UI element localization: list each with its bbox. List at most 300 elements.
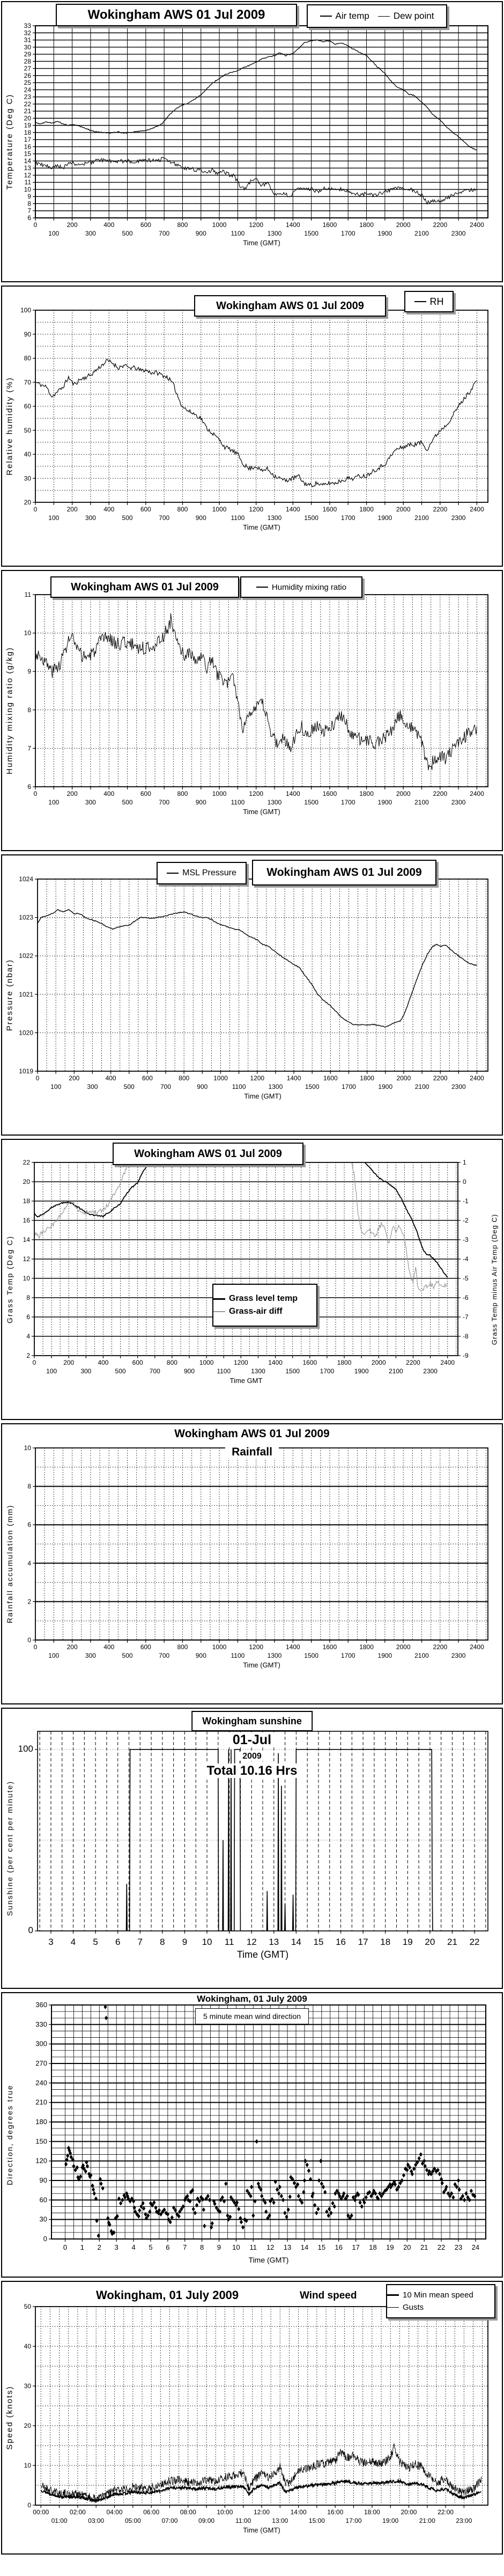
svg-text:1800: 1800 bbox=[359, 506, 374, 513]
chart-panel-relative-humidity bbox=[1, 286, 503, 567]
svg-text:1100: 1100 bbox=[231, 230, 245, 237]
svg-text:1022: 1022 bbox=[19, 952, 33, 960]
svg-text:1400: 1400 bbox=[285, 506, 300, 513]
svg-text:2400: 2400 bbox=[470, 790, 484, 797]
svg-text:2300: 2300 bbox=[451, 230, 466, 237]
chart-title: Wokingham sunshine bbox=[202, 1715, 302, 1726]
svg-text:2000: 2000 bbox=[396, 221, 411, 229]
msl-pressure-chart bbox=[2, 855, 502, 1135]
svg-text:7: 7 bbox=[183, 2243, 187, 2251]
chart-title: Wokingham AWS 01 Jul 2009 bbox=[2, 1428, 502, 1440]
svg-text:14: 14 bbox=[291, 1937, 301, 1947]
legend bbox=[404, 291, 454, 312]
y-axis-label: Humidity mixing ratio (g/kg) bbox=[5, 647, 14, 774]
chart-title: Wokingham AWS 01 Jul 2009 bbox=[134, 1147, 282, 1160]
svg-text:1: 1 bbox=[463, 1159, 466, 1166]
svg-text:3: 3 bbox=[48, 1937, 54, 1947]
svg-text:300: 300 bbox=[85, 230, 96, 237]
svg-text:800: 800 bbox=[179, 1074, 190, 1082]
svg-text:10: 10 bbox=[23, 1275, 30, 1282]
svg-text:150: 150 bbox=[35, 2137, 47, 2146]
svg-text:1200: 1200 bbox=[234, 1359, 248, 1366]
y-axis-label: Pressure (nbar) bbox=[5, 958, 14, 1031]
svg-text:240: 240 bbox=[35, 2079, 47, 2087]
svg-text:31: 31 bbox=[24, 36, 31, 44]
svg-text:100: 100 bbox=[48, 799, 60, 806]
chart-subtitle-box bbox=[195, 2008, 309, 2024]
y-axis-label: Sunshine (per cent per minute) bbox=[5, 1780, 14, 1916]
chart-title-box bbox=[252, 860, 436, 885]
svg-text:16: 16 bbox=[23, 1217, 30, 1224]
svg-text:22: 22 bbox=[437, 2243, 446, 2251]
svg-text:700: 700 bbox=[159, 514, 170, 522]
svg-text:19:00: 19:00 bbox=[382, 2517, 399, 2524]
svg-text:1700: 1700 bbox=[340, 514, 355, 522]
svg-text:210: 210 bbox=[35, 2098, 47, 2106]
chart-title: Wokingham AWS 01 Jul 2009 bbox=[87, 8, 265, 22]
svg-text:1200: 1200 bbox=[249, 221, 264, 229]
svg-text:1700: 1700 bbox=[340, 230, 355, 237]
svg-text:23: 23 bbox=[454, 2243, 463, 2251]
svg-text:17:00: 17:00 bbox=[345, 2517, 362, 2524]
svg-text:1400: 1400 bbox=[286, 1074, 301, 1082]
svg-text:600: 600 bbox=[140, 1643, 151, 1651]
chart-title: Wokingham AWS 01 Jul 2009 bbox=[266, 866, 422, 879]
svg-text:Time (GMT): Time (GMT) bbox=[236, 1949, 289, 1960]
svg-text:13: 13 bbox=[24, 164, 31, 172]
svg-text:20: 20 bbox=[425, 1937, 435, 1947]
svg-text:1900: 1900 bbox=[377, 799, 392, 806]
svg-text:21: 21 bbox=[24, 107, 31, 115]
svg-text:900: 900 bbox=[184, 1367, 195, 1375]
rh-line-icon bbox=[414, 301, 426, 302]
svg-text:2000: 2000 bbox=[396, 1643, 411, 1651]
svg-text:1400: 1400 bbox=[285, 790, 300, 797]
svg-text:0: 0 bbox=[28, 1925, 33, 1935]
svg-text:2300: 2300 bbox=[451, 799, 466, 806]
svg-text:6: 6 bbox=[27, 783, 31, 791]
svg-text:Time (GMT): Time (GMT) bbox=[243, 808, 280, 816]
svg-text:Time (GMT): Time (GMT) bbox=[243, 239, 280, 247]
svg-text:2000: 2000 bbox=[396, 1074, 411, 1082]
svg-text:11: 11 bbox=[24, 591, 31, 598]
svg-text:12: 12 bbox=[246, 1937, 257, 1947]
svg-text:7: 7 bbox=[27, 744, 31, 752]
chart-title-box bbox=[56, 4, 297, 26]
svg-text:1300: 1300 bbox=[267, 1652, 282, 1659]
svg-text:Time GMT: Time GMT bbox=[229, 1377, 263, 1385]
svg-text:1200: 1200 bbox=[249, 506, 264, 513]
svg-text:900: 900 bbox=[197, 1083, 208, 1091]
svg-text:33: 33 bbox=[24, 22, 31, 30]
svg-text:100: 100 bbox=[48, 230, 60, 237]
svg-text:1019: 1019 bbox=[19, 1067, 33, 1075]
svg-text:500: 500 bbox=[122, 1652, 133, 1659]
gusts-line-icon bbox=[387, 2307, 399, 2308]
svg-text:14: 14 bbox=[23, 1236, 30, 1243]
svg-text:100: 100 bbox=[50, 1083, 62, 1091]
y-axis-label: Relative humidity (%) bbox=[5, 377, 14, 475]
svg-text:Time (GMT): Time (GMT) bbox=[244, 1092, 281, 1100]
svg-text:400: 400 bbox=[98, 1359, 109, 1366]
svg-text:800: 800 bbox=[177, 790, 188, 797]
chart-subtitle: 5 minute mean wind direction bbox=[203, 2012, 301, 2021]
svg-text:8: 8 bbox=[200, 2243, 204, 2251]
svg-text:0: 0 bbox=[33, 506, 38, 513]
svg-text:Time (GMT): Time (GMT) bbox=[243, 1661, 280, 1669]
legend-item-dew-point: Dew point bbox=[378, 11, 434, 21]
svg-text:2: 2 bbox=[97, 2243, 101, 2251]
svg-text:9: 9 bbox=[217, 2243, 221, 2251]
mixing-ratio-line-icon bbox=[256, 587, 268, 588]
svg-text:900: 900 bbox=[195, 799, 206, 806]
svg-text:10: 10 bbox=[24, 629, 31, 637]
svg-text:10: 10 bbox=[24, 185, 31, 193]
svg-text:23:00: 23:00 bbox=[456, 2517, 472, 2524]
chart-panel-wind-speed bbox=[1, 2281, 503, 2555]
svg-text:1500: 1500 bbox=[304, 230, 318, 237]
svg-text:1100: 1100 bbox=[217, 1367, 231, 1375]
chart-subtitle: Wind speed bbox=[300, 2290, 357, 2301]
svg-text:500: 500 bbox=[115, 1367, 126, 1375]
svg-text:200: 200 bbox=[63, 1359, 75, 1366]
air-temp-dew-point-chart bbox=[2, 2, 502, 281]
svg-text:500: 500 bbox=[122, 799, 133, 806]
svg-text:-8: -8 bbox=[463, 1333, 469, 1340]
svg-text:700: 700 bbox=[159, 230, 170, 237]
svg-text:2400: 2400 bbox=[470, 221, 484, 229]
svg-text:1900: 1900 bbox=[377, 230, 392, 237]
svg-text:8: 8 bbox=[27, 200, 31, 208]
svg-text:400: 400 bbox=[103, 790, 115, 797]
svg-text:800: 800 bbox=[166, 1359, 177, 1366]
svg-text:03:00: 03:00 bbox=[88, 2517, 105, 2524]
svg-text:200: 200 bbox=[66, 1643, 78, 1651]
svg-text:1700: 1700 bbox=[340, 799, 355, 806]
svg-text:1800: 1800 bbox=[359, 221, 374, 229]
svg-text:Time (GMT): Time (GMT) bbox=[248, 2256, 289, 2264]
svg-text:1600: 1600 bbox=[322, 506, 337, 513]
svg-text:1023: 1023 bbox=[19, 913, 33, 921]
svg-text:24: 24 bbox=[471, 2243, 480, 2251]
svg-text:1400: 1400 bbox=[285, 1643, 300, 1651]
svg-text:15: 15 bbox=[317, 2243, 326, 2251]
svg-text:900: 900 bbox=[195, 230, 206, 237]
svg-text:1000: 1000 bbox=[213, 1074, 228, 1082]
svg-text:400: 400 bbox=[103, 1643, 115, 1651]
svg-text:90: 90 bbox=[39, 2176, 47, 2184]
svg-text:100: 100 bbox=[20, 306, 31, 314]
svg-text:1000: 1000 bbox=[212, 221, 227, 229]
svg-text:6: 6 bbox=[26, 1313, 30, 1321]
svg-text:18: 18 bbox=[369, 2243, 377, 2251]
svg-text:200: 200 bbox=[69, 1074, 80, 1082]
svg-text:14:00: 14:00 bbox=[290, 2508, 307, 2516]
sunshine-total-label: Total 10.16 Hrs bbox=[2, 1763, 502, 1779]
chart-panel-grass-temp bbox=[1, 1139, 503, 1420]
svg-text:2000: 2000 bbox=[396, 506, 411, 513]
svg-text:7: 7 bbox=[137, 1937, 143, 1947]
chart-title: Wokingham, 01 July 2009 bbox=[96, 2288, 239, 2302]
svg-text:400: 400 bbox=[103, 506, 115, 513]
svg-text:0: 0 bbox=[43, 2235, 47, 2243]
grass-temp-line-icon bbox=[213, 1298, 225, 1300]
svg-text:1600: 1600 bbox=[323, 1074, 338, 1082]
svg-text:23: 23 bbox=[24, 93, 31, 101]
legend-item-gusts: Gusts bbox=[387, 2303, 424, 2312]
svg-text:-3: -3 bbox=[463, 1236, 469, 1243]
svg-text:1100: 1100 bbox=[231, 799, 245, 806]
svg-text:200: 200 bbox=[66, 790, 78, 797]
svg-text:1400: 1400 bbox=[268, 1359, 283, 1366]
svg-text:12: 12 bbox=[24, 171, 31, 179]
svg-text:16: 16 bbox=[336, 1937, 346, 1947]
wind-speed-chart bbox=[2, 2282, 502, 2553]
svg-text:10: 10 bbox=[232, 2243, 240, 2251]
svg-text:0: 0 bbox=[27, 1636, 31, 1644]
chart-panel-rainfall bbox=[1, 1423, 503, 1704]
svg-text:01:00: 01:00 bbox=[51, 2517, 68, 2524]
svg-text:28: 28 bbox=[24, 57, 31, 65]
svg-text:700: 700 bbox=[159, 1652, 170, 1659]
svg-text:100: 100 bbox=[46, 1367, 57, 1375]
svg-text:50: 50 bbox=[24, 2303, 31, 2310]
svg-text:2200: 2200 bbox=[433, 1643, 448, 1651]
svg-text:04:00: 04:00 bbox=[106, 2508, 123, 2516]
legend bbox=[386, 2284, 495, 2318]
svg-text:-4: -4 bbox=[463, 1255, 469, 1263]
svg-text:13: 13 bbox=[269, 1937, 279, 1947]
svg-text:300: 300 bbox=[80, 1367, 92, 1375]
svg-text:500: 500 bbox=[122, 230, 133, 237]
svg-text:14: 14 bbox=[24, 157, 31, 165]
svg-text:12: 12 bbox=[266, 2243, 275, 2251]
svg-text:2200: 2200 bbox=[433, 506, 448, 513]
svg-text:16: 16 bbox=[335, 2243, 343, 2251]
svg-text:800: 800 bbox=[177, 1643, 188, 1651]
svg-text:0: 0 bbox=[63, 2243, 68, 2251]
legend bbox=[307, 4, 447, 28]
svg-text:1600: 1600 bbox=[302, 1359, 317, 1366]
svg-text:24: 24 bbox=[24, 86, 31, 94]
svg-text:2100: 2100 bbox=[414, 230, 429, 237]
svg-text:11:00: 11:00 bbox=[235, 2517, 251, 2524]
svg-text:20: 20 bbox=[24, 2422, 31, 2429]
svg-text:20: 20 bbox=[403, 2243, 411, 2251]
svg-text:90: 90 bbox=[24, 330, 31, 338]
svg-text:400: 400 bbox=[103, 221, 115, 229]
svg-text:2200: 2200 bbox=[433, 1074, 448, 1082]
svg-text:11: 11 bbox=[224, 1937, 234, 1947]
svg-text:1000: 1000 bbox=[199, 1359, 214, 1366]
svg-text:2200: 2200 bbox=[406, 1359, 420, 1366]
chart-title-box bbox=[191, 1711, 313, 1731]
svg-text:2200: 2200 bbox=[433, 221, 448, 229]
grass-air-diff-line-icon bbox=[213, 1311, 225, 1312]
svg-text:4: 4 bbox=[27, 1559, 31, 1567]
svg-text:Time (GMT): Time (GMT) bbox=[243, 2526, 280, 2534]
svg-text:120: 120 bbox=[35, 2156, 47, 2165]
svg-text:2100: 2100 bbox=[414, 1083, 429, 1091]
svg-text:18: 18 bbox=[380, 1937, 391, 1947]
svg-text:8: 8 bbox=[26, 1294, 30, 1301]
svg-text:900: 900 bbox=[195, 1652, 206, 1659]
svg-text:18: 18 bbox=[24, 128, 31, 136]
svg-text:1900: 1900 bbox=[377, 514, 392, 522]
legend-item-mixing-ratio: Humidity mixing ratio bbox=[256, 583, 346, 592]
bottom-whitespace bbox=[0, 2558, 504, 2574]
svg-text:600: 600 bbox=[140, 506, 151, 513]
svg-text:1800: 1800 bbox=[359, 790, 374, 797]
y-axis-label: Speed (knots) bbox=[5, 2385, 14, 2450]
svg-text:700: 700 bbox=[159, 799, 170, 806]
svg-text:300: 300 bbox=[35, 2039, 47, 2048]
legend-item-grass-level-temp: Grass level temp bbox=[213, 1294, 298, 1304]
chart-title: Wokingham, 01 July 2009 bbox=[2, 1994, 502, 2004]
chart-panel-air-temp-dew-point bbox=[1, 1, 503, 282]
svg-text:1500: 1500 bbox=[305, 1083, 320, 1091]
svg-text:60: 60 bbox=[24, 402, 31, 410]
chart-panel-wind-direction bbox=[1, 1992, 503, 2278]
svg-text:20: 20 bbox=[24, 114, 31, 122]
svg-text:300: 300 bbox=[85, 514, 96, 522]
svg-text:180: 180 bbox=[35, 2118, 47, 2126]
svg-text:27: 27 bbox=[24, 64, 31, 72]
legend bbox=[240, 576, 362, 598]
svg-text:02:00: 02:00 bbox=[69, 2508, 86, 2516]
svg-text:360: 360 bbox=[35, 2001, 47, 2009]
svg-text:11: 11 bbox=[24, 178, 31, 186]
svg-text:1000: 1000 bbox=[212, 1643, 227, 1651]
svg-text:Time (GMT): Time (GMT) bbox=[243, 523, 280, 531]
svg-text:0: 0 bbox=[32, 1359, 36, 1366]
svg-text:18:00: 18:00 bbox=[364, 2508, 380, 2516]
svg-text:19: 19 bbox=[386, 2243, 394, 2251]
legend bbox=[157, 862, 247, 884]
svg-text:1800: 1800 bbox=[359, 1643, 374, 1651]
svg-text:4: 4 bbox=[131, 2243, 136, 2251]
svg-text:500: 500 bbox=[123, 1083, 135, 1091]
legend-item-grass-air-diff: Grass-air diff bbox=[213, 1307, 283, 1316]
svg-text:270: 270 bbox=[35, 2059, 47, 2067]
svg-text:900: 900 bbox=[195, 514, 206, 522]
svg-text:40: 40 bbox=[24, 2343, 31, 2350]
relative-humidity-chart bbox=[2, 287, 502, 566]
svg-text:00:00: 00:00 bbox=[33, 2508, 49, 2516]
svg-text:2: 2 bbox=[27, 1598, 31, 1606]
svg-text:25: 25 bbox=[24, 79, 31, 87]
svg-text:1300: 1300 bbox=[267, 799, 282, 806]
svg-text:8: 8 bbox=[160, 1937, 165, 1947]
svg-text:500: 500 bbox=[122, 514, 133, 522]
svg-text:20: 20 bbox=[23, 1178, 30, 1185]
svg-text:60: 60 bbox=[39, 2196, 47, 2204]
svg-text:13:00: 13:00 bbox=[272, 2517, 288, 2524]
svg-text:2400: 2400 bbox=[470, 1643, 484, 1651]
svg-text:2: 2 bbox=[26, 1352, 30, 1359]
y-axis-label: Rainfall accumulation (mm) bbox=[5, 1504, 14, 1623]
svg-text:50: 50 bbox=[24, 426, 31, 434]
svg-text:9: 9 bbox=[182, 1937, 188, 1947]
legend-item-mean-speed: 10 Min mean speed bbox=[387, 2290, 473, 2300]
chart-panel-msl-pressure bbox=[1, 854, 503, 1136]
svg-text:30: 30 bbox=[24, 2382, 31, 2390]
svg-text:2300: 2300 bbox=[451, 514, 466, 522]
svg-text:700: 700 bbox=[160, 1083, 172, 1091]
svg-text:1900: 1900 bbox=[378, 1083, 393, 1091]
air-temp-line-icon bbox=[320, 16, 332, 17]
svg-text:300: 300 bbox=[85, 799, 96, 806]
svg-text:12: 12 bbox=[23, 1255, 30, 1263]
svg-text:80: 80 bbox=[24, 354, 31, 362]
svg-text:15:00: 15:00 bbox=[308, 2517, 325, 2524]
svg-text:2300: 2300 bbox=[451, 1652, 466, 1659]
svg-text:14: 14 bbox=[300, 2243, 309, 2251]
svg-text:2300: 2300 bbox=[451, 1083, 466, 1091]
svg-text:20:00: 20:00 bbox=[401, 2508, 417, 2516]
svg-text:1700: 1700 bbox=[342, 1083, 356, 1091]
svg-text:0: 0 bbox=[463, 1178, 466, 1185]
svg-text:17: 17 bbox=[352, 2243, 360, 2251]
svg-text:05:00: 05:00 bbox=[124, 2517, 141, 2524]
svg-text:600: 600 bbox=[132, 1359, 143, 1366]
svg-text:1200: 1200 bbox=[249, 790, 264, 797]
svg-text:10:00: 10:00 bbox=[217, 2508, 233, 2516]
svg-text:1: 1 bbox=[80, 2243, 85, 2251]
svg-text:10: 10 bbox=[202, 1937, 212, 1947]
svg-text:-2: -2 bbox=[463, 1217, 469, 1224]
svg-text:1020: 1020 bbox=[19, 1029, 33, 1037]
chart-panel-humidity-mixing-ratio bbox=[1, 570, 503, 851]
svg-text:7: 7 bbox=[27, 207, 31, 215]
svg-text:19: 19 bbox=[24, 121, 31, 129]
svg-text:30: 30 bbox=[24, 474, 31, 482]
svg-text:3: 3 bbox=[114, 2243, 118, 2251]
svg-text:330: 330 bbox=[35, 2020, 47, 2029]
svg-text:2400: 2400 bbox=[470, 1074, 484, 1082]
svg-text:22: 22 bbox=[469, 1937, 480, 1947]
svg-text:1024: 1024 bbox=[19, 875, 33, 883]
chart-title: Wokingham AWS 01 Jul 2009 bbox=[216, 299, 364, 312]
dew-point-line-icon bbox=[378, 16, 390, 17]
legend bbox=[212, 1284, 317, 1327]
chart-title: Wokingham AWS 01 Jul 2009 bbox=[71, 581, 219, 593]
svg-text:30: 30 bbox=[24, 43, 31, 51]
svg-text:1500: 1500 bbox=[285, 1367, 300, 1375]
svg-text:9: 9 bbox=[27, 193, 31, 201]
svg-text:1800: 1800 bbox=[337, 1359, 352, 1366]
weather-charts-page bbox=[0, 1, 504, 2574]
svg-text:6: 6 bbox=[27, 214, 31, 222]
svg-text:1300: 1300 bbox=[267, 514, 282, 522]
svg-text:1400: 1400 bbox=[285, 221, 300, 229]
svg-text:32: 32 bbox=[24, 29, 31, 37]
svg-text:17: 17 bbox=[24, 136, 31, 144]
svg-text:100: 100 bbox=[48, 514, 60, 522]
svg-text:5: 5 bbox=[149, 2243, 153, 2251]
svg-text:9: 9 bbox=[27, 668, 31, 676]
svg-text:2100: 2100 bbox=[414, 1652, 429, 1659]
svg-text:1100: 1100 bbox=[232, 1083, 246, 1091]
svg-text:19: 19 bbox=[402, 1937, 413, 1947]
legend-item-msl-pressure: MSL Pressure bbox=[167, 868, 236, 878]
svg-text:1300: 1300 bbox=[267, 230, 282, 237]
svg-text:200: 200 bbox=[66, 506, 78, 513]
svg-text:21: 21 bbox=[447, 1937, 457, 1947]
svg-text:17: 17 bbox=[358, 1937, 368, 1947]
svg-text:15: 15 bbox=[24, 150, 31, 158]
svg-text:0: 0 bbox=[27, 2501, 31, 2509]
